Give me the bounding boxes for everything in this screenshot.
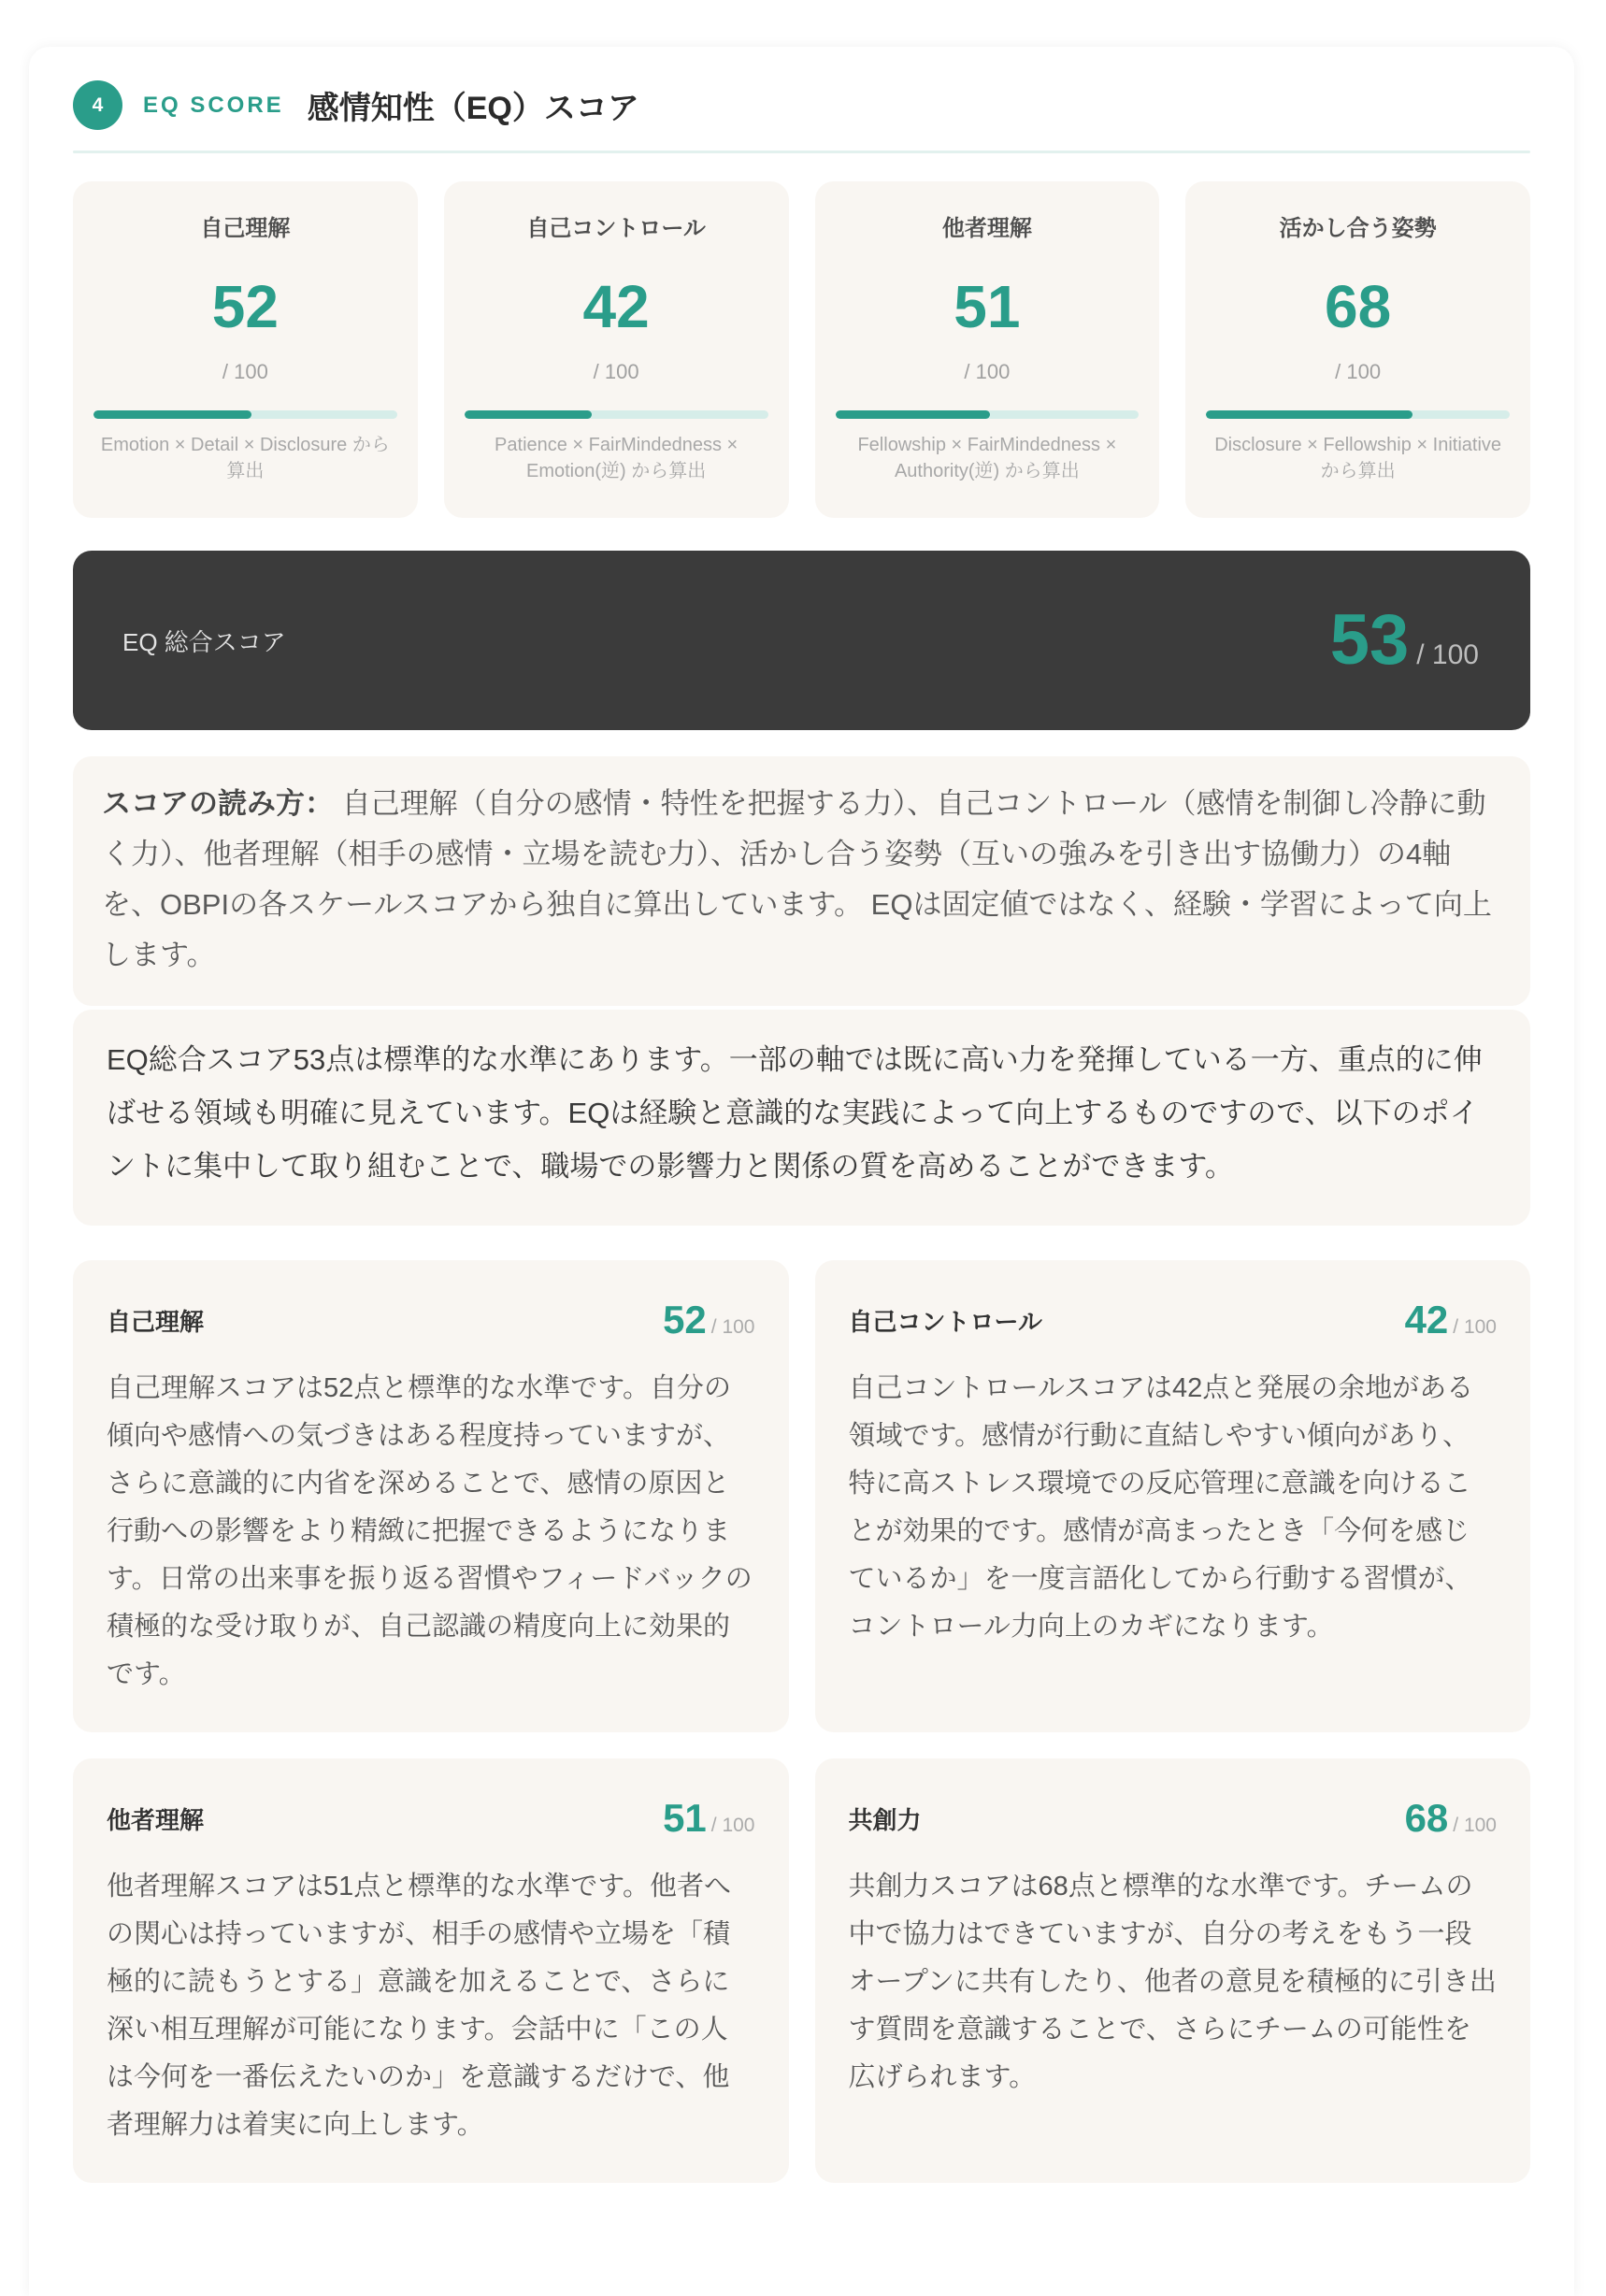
detail-card-understanding-others [73,1758,789,2183]
detail-card-score-group [1405,1298,1497,1342]
total-score-group [1329,600,1479,680]
score-card-value: 42 [582,273,650,340]
score-card-grid [73,181,1530,518]
detail-card-score-group [1405,1796,1497,1841]
detail-card-body: 共創力スコアは68点と標準的な水準です。チームの中で協力はできていますが、自分の考えをもう一段オープンに共有したり、他者の意見を積極的に引き出す質問を意識することで、さらにチームの可能性を広げられます。 [848,1872,1497,2092]
how-to-read-body: 自己理解（自分の感情・特性を把握する力）、自己コントロール（感情を制御し冷静に動く力）、他者理解（相手の感情・立場を読む力）、活かし合う姿勢（互いの強みを引き出す協働力）の4軸を、OBPIの各スケールスコアから独自に算出しています。 EQは固定値ではなく、経験・学習によって向上します。 [102,787,1492,971]
score-card-value: 68 [1325,273,1392,340]
detail-card-header [849,1294,1498,1346]
score-card-label: 活かし合う姿勢 [1279,216,1437,241]
detail-card-max: / 100 [1453,1316,1497,1338]
how-to-read-heading: スコアの読み方： [102,787,334,820]
score-card-max: / 100 [593,360,639,383]
score-card-max: / 100 [222,360,268,383]
detail-card-score-group [663,1298,754,1342]
score-card-label: 自己理解 [200,216,291,241]
score-card-value: 51 [954,273,1021,340]
detail-card-max: / 100 [710,1815,755,1836]
section-eyebrow: EQ SCORE [143,92,284,118]
score-card-label: 他者理解 [941,216,1032,241]
total-score-label: EQ 総合スコア [122,627,286,656]
how-to-read-box [73,756,1530,1006]
total-score-panel [73,551,1530,730]
total-score-value: 53 [1329,600,1410,680]
score-progress-fill [1206,410,1412,419]
summary-box [73,1010,1530,1226]
score-card-understanding-others [815,181,1160,518]
detail-card-title: 共創力 [848,1805,922,1834]
detail-card-max: / 100 [710,1316,755,1338]
detail-card-title: 他者理解 [107,1805,205,1834]
score-card-max: / 100 [1335,360,1382,383]
score-progress-track [836,410,1140,419]
detail-card-self-awareness [73,1260,789,1732]
score-card-label: 自己コントロール [526,216,706,241]
section-title: 感情知性（EQ）スコア [307,91,639,126]
detail-card-max: / 100 [1453,1815,1497,1836]
section-divider [73,151,1530,153]
total-score-max: / 100 [1416,639,1479,670]
score-card-mutual-leverage [1185,181,1530,518]
score-card-max: / 100 [964,360,1011,383]
score-progress-fill [93,410,251,419]
score-progress-track [465,410,768,419]
eq-score-section [29,47,1574,2296]
section-header [73,80,1530,130]
summary-text: EQ総合スコア53点は標準的な水準にあります。一部の軸では既に高い力を発揮している一方、重点的に伸ばせる領域も明確に見えています。EQは経験と意識的な実践によって向上するものですので、以下のポイントに集中して取り組むことで、職場での影響力と関係の質を高めることができます。 [107,1043,1483,1183]
detail-card-body: 他者理解スコアは51点と標準的な水準です。他者への関心は持っていますが、相手の感情や立場を「積極的に読もうとする」意識を加えることで、さらに深い相互理解が可能になります。会話中に「この人は今何を一番伝えたいのか」を意識するだけで、他者理解力は着実に向上します。 [107,1872,731,2140]
detail-card-grid [73,1260,1530,2183]
score-progress-track [1206,410,1510,419]
score-card-formula: Fellowship × FairMindedness × Authority(逆) から算出 [857,435,1117,481]
section-number-badge: 4 [73,80,122,130]
detail-card-score: 51 [663,1796,707,1840]
detail-card-self-control [815,1260,1531,1732]
score-card-formula: Disclosure × Fellowship × Initiative から算出 [1214,435,1502,481]
score-card-self-control [444,181,789,518]
detail-card-header [849,1792,1498,1844]
detail-card-header [107,1792,755,1844]
detail-card-header [107,1294,755,1346]
score-card-value: 52 [211,273,279,340]
score-card-self-awareness [73,181,418,518]
detail-card-title: 自己理解 [107,1307,205,1336]
detail-card-score: 52 [663,1298,707,1342]
score-progress-fill [836,410,991,419]
detail-card-score: 42 [1404,1298,1449,1342]
detail-card-score: 68 [1404,1796,1449,1840]
score-progress-track [93,410,397,419]
score-card-formula: Emotion × Detail × Disclosure から算出 [100,435,390,481]
detail-card-body: 自己コントロールスコアは42点と発展の余地がある領域です。感情が行動に直結しやすい傾向があり、特に高ストレス環境での反応管理に意識を向けることが効果的です。感情が高まったとき「今何を感じているか」を一度言語化してから行動する習慣が、コントロール力向上のカギになります。 [848,1373,1474,1642]
detail-card-co-creation [815,1758,1531,2183]
detail-card-body: 自己理解スコアは52点と標準的な水準です。自分の傾向や感情への気づきはある程度持っていますが、さらに意識的に内省を深めることで、感情の原因と行動への影響をより精緻に把握できるようになります。日常の出来事を振り返る習慣やフィードバックの積極的な受け取りが、自己認識の精度向上に効果的です。 [107,1373,753,1689]
score-progress-fill [465,410,592,419]
detail-card-score-group [663,1796,754,1841]
detail-card-title: 自己コントロール [848,1307,1042,1336]
score-card-formula: Patience × FairMindedness × Emotion(逆) から算出 [495,435,738,481]
